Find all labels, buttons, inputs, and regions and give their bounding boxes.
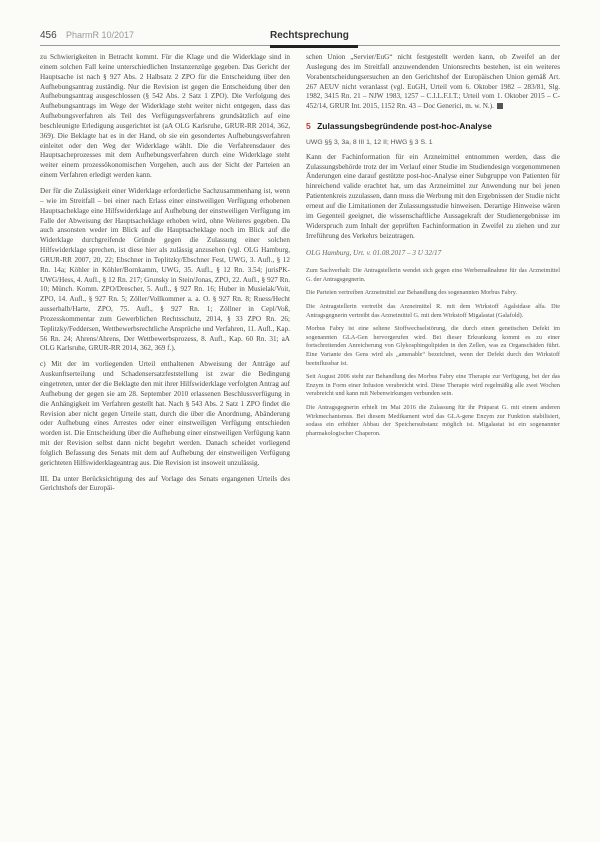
- page-number: 456: [40, 30, 57, 41]
- norm-references: UWG §§ 3, 3a, 8 III 1, 12 II; HWG § 3 S. 1: [306, 138, 433, 146]
- case-title: Zulassungsbegründende post-hoc-Analyse: [317, 121, 492, 132]
- paragraph: zu Schwierigkeiten in Betracht kommt. Für die Klage und die Widerklage sind in einem solchen Fall keine unterschiedlichen Instanzenzüge gegeben. Das Gericht der Hauptsache ist nach § 927 Abs. 2 Halbsatz 2 ZPO für die Entscheidung über den Aufhebungsantrag zuständig. Nur die Revision ist gegen die Entscheidung über den Aufhebungsantrag ausgeschlossen (§ 542 Abs. 2 Satz 1 ZPO). Die Verfolgung des Aufhebungsantrags im Wege der Widerklage steht weiter nicht entgegen, dass das Aufhebungsverfahren als Teil des Verfügungsverfahrens grundsätzlich auf eine beschleunigte Erledigung ausgerichtet ist (aA OLG Karlsruhe, GRUR-RR 2014, 362, 369). Die Beklagte hat es in der Hand, ob sie ein gesondertes Aufhebungsverfahren einleitet oder den Weg der Widerklage wählt. Die die Verfahrensdauer des Hauptsacheprozesses mit dem Aufhebungsverfahren durch eine Widerklage steht weiter einem prozessökonomischen Vorgehen, auch aus der Sicht der Parteien an einem Verfahren erledigt werden kann.: [40, 53, 290, 180]
- paragraph: [306, 53, 560, 112]
- facts-paragraph: Die Parteien vertreiben Arzneimittel zur Behandlung des sogenannten Morbus Fabry.: [306, 289, 517, 297]
- facts-paragraph: Zum Sachverhalt: Die Antragstellerin wendet sich gegen eine Werbemaßnahme für das Arzneimittel G. der Antragsgegnerin.: [306, 267, 560, 283]
- right-column: [306, 53, 560, 443]
- paragraph: III. Da unter Berücksichtigung des auf Vorlage des Senats ergangenen Urteils des Gerichtshofs der Europäi-: [40, 474, 290, 493]
- paragraph: c) Mit der im vorliegenden Urteil enthaltenen Abweisung der Anträge auf Auskunftserteilung und Schadensersatzfeststellung ist zwar die Bedingung eingetreten, unter der die Beklagte den mit ihrer Hilfswiderklage verfolgten Antrag auf Aufhebung der gegen sie am 28. September 2010 erlassenen Beschlussverfügung in die Anhängigkeit im Verfahren gestellt hat. Nach § 543 Abs. 2 Satz 1 ZPO findet die Revision aber nicht gegen Urteile statt, durch die über die Anordnung, Abänderung oder Aufhebung eines Arrestes oder einer einstweiligen Verfügung entschieden worden ist. Die Entscheidung über die Aufhebung einer einstweiligen Verfügung kann mit der Revision selbst dann nicht begehrt werden. Danach scheidet vorliegend folglich Befassung des Senats mit dem auf Aufhebung der einstweiligen Verfügung gerichteten Hilfswiderklageantrag aus. Die Revision ist insoweit unzulässig.: [40, 360, 290, 467]
- case-number: 5: [306, 121, 311, 132]
- headnote: Kann der Fachinformation für ein Arzneimittel entnommen werden, dass die Zulassungsbehörde trotz der im Verlauf einer Studie im Studiendesign vorgenommenen Änderungen eine darauf gestützte post-hoc-Analyse einer Subgruppe von Patienten für hinreichend valide erachtet hat, um das Arzneimittel zur Anwendung nur bei jenen Patientenkreis zuzulassen, dann muss die Werbung mit den Ergebnissen der Studie nicht erneut auf die Limitationen der Zulassungsstudie hinweisen. Derartige Hinweise wären im Gegenteil geeignet, die wissenschaftliche Aussagekraft der Studienergebnisse im Widerspruch zum Inhalt der geprüften Fachinformation in Zweifel zu ziehen und zur Irreführung des Verkehrs beizutragen.: [306, 152, 560, 240]
- facts-section: [306, 267, 560, 438]
- intro-text: schen Union „Servier/EuG“ nicht festgestellt werden kann, ob Zweifel an der Auslegung des im Streitfall anzuwendenden Unionsrechts bestehen, ist ein weiteres Vorabentscheidungsersuchen an den Gerichtshof der Europäischen Union gemäß Art. 267 AEUV nicht veranlasst (vgl. EuGH, Urteil vom 6. Oktober 1982 – 283/81, Slg. 1982, 3415 Rn. 21 – NJW 1983, 1257 – C.I.L.F.I.T.; Urteil vom 1. Oktober 2015 – C-452/14, GRUR Int. 2015, 1152 Rn. 43 – Doc Generici, m. w. N.).: [306, 53, 560, 111]
- case-heading: [306, 122, 560, 132]
- section-title: Rechtsprechung: [270, 30, 349, 41]
- paragraph: Der für die Zulässigkeit einer Widerklage erforderliche Sachzusammenhang ist, wenn – wie im Streitfall – bei einer nach Erlass einer einstweiligen Verfügung erhobenen Hauptsacheklage eine Hilfswiderklage auf Aufhebung der einstweiligen Verfügung im Falle der Abweisung der Hauptsacheklage erhoben wird, ohne Weiteres gegeben. Da auch ansonsten weder im Blick auf die Hauptsacheklage noch im Blick auf die Widerklage durchgreifende Gründe gegen die Zulassung einer solchen Hilfswiderklage sprechen, ist diese hier als zulässig anzusehen (vgl. OLG Hamburg, GRUR-RR 2007, 20, 22; Ebschner in Teplitzky/Ebschner Fest, UWG, 3. Aufl., § 12 Rn. 14a; Köhler in Köhler/Bornkamm, UWG, 35. Aufl., § 12 Rn. 3.54; jurisPK-UWG/Hess, 4. Aufl., § 12 Rn. 217; Grunsky in Stein/Jonas, ZPO, 22. Aufl., § 927 Rn. 10; Münch. Komm. ZPO/Drescher, 5. Aufl., § 927 Rn. 16; Huber in Musielak/Voit, ZPO, 14. Aufl., § 927 Rn. 5; Zöller/Vollkommer a. a. O. § 927 Rn. 8; Ruess/Hecht ausserhalb/Harte, ZPO, 75. Aufl., § 927 Rn. 1; Zöllner in Cepl/Voß, Prozesskommentar zum Gewerblichen Rechtsschutz, 2014, § 33 ZPO Rn. 26; Teplitzky/Feddersen, Wettbewerbsrechtliche Ansprüche und Verfahren, 11. Aufl., Kap. 56 Rn. 24; Ahrens/Ahrens, Der Wettbewerbsprozess, 8. Aufl., Kap. 60 Rn. 31; aA OLG Karlsruhe, GRUR-RR 2014, 362, 369 f.).: [40, 186, 290, 353]
- journal-name: PharmR 10/2017: [66, 30, 135, 40]
- court-citation: OLG Hamburg, Urt. v. 01.08.2017 – 3 U 32/17: [306, 249, 442, 258]
- facts-paragraph: Die Antragsgegnerin erhielt im Mai 2016 die Zulassung für ihr Präparat G. mit einem anderen Wirkmechanismus. Bei diesem Medikament wird das GLA-gene Enzym zur Funktion stabilisiert, sodass ein erhöhter Abbau der Speichersubstanz möglich ist. Migalastat ist ein sogenannter pharmakologischer Chaperon.: [306, 403, 560, 437]
- facts-paragraph: Seit August 2006 steht zur Behandlung des Morbus Fabry eine Therapie zur Verfügung, bei der das Enzym in Form einer Infusion verabreicht wird. Diese Therapie wird regelmäßig alle zwei Wochen verabreicht und kann mit Nebenwirkungen verbunden sein.: [306, 373, 560, 398]
- facts-paragraph: Morbus Fabry ist eine seltene Stoffwechselstörung, die durch einen genetischen Defekt im sogenannten GLA-Gen hervorgerufen wird. Bei dieser Erkrankung kommt es zu einer fortschreitenden Anreicherung von Glykosphingolipiden in den Zellen, was zu Organschäden führt. Eine Variante des Gens wird als „amenable“ bezeichnet, wenn der Defekt durch den Wirkstoff beeinflussbar ist.: [306, 325, 560, 367]
- end-mark-icon: [497, 103, 503, 109]
- page-header: [0, 0, 600, 52]
- facts-paragraph: Die Antragstellerin vertreibt das Arzneimittel R. mit dem Wirkstoff Agalsidase alfa. Die Antragsgegnerin vertreibt das Arzneimittel G. mit dem Wirkstoff Migalastat (Galafold).: [306, 302, 560, 319]
- section-rule: [270, 45, 358, 48]
- left-column: [40, 53, 290, 494]
